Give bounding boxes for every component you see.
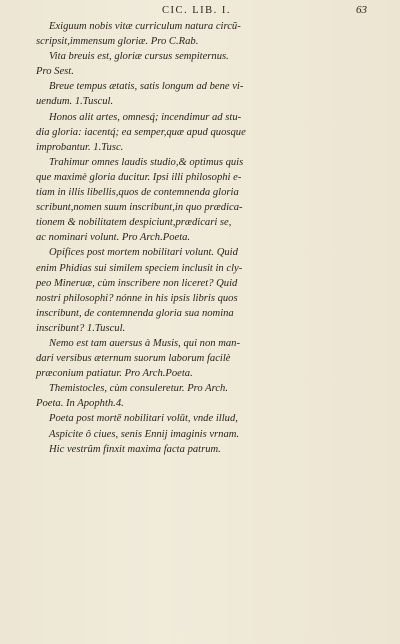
body-text bbox=[36, 19, 352, 457]
text-line: inscribunt, de contemnenda gloria sua nomina bbox=[36, 307, 234, 319]
text-line: Poeta. In Apophth.4. bbox=[36, 398, 124, 410]
text-line: Exiguum nobis vitæ curriculum natura circũ- bbox=[49, 21, 241, 32]
text-line: dari versibus æternum suorum laborum facilè bbox=[36, 353, 231, 365]
text-line: præconium patiatur. Pro Arch.Poeta. bbox=[36, 368, 193, 380]
text-line: Breue tempus ætatis, satis longum ad bene vi- bbox=[49, 81, 244, 93]
text-line: que maximè gloria ducitur. Ipsi illi philosophi e- bbox=[36, 171, 242, 183]
text-line: Honos alit artes, omnesq́; incendimur ad stu- bbox=[49, 111, 242, 123]
text-line: Pro Sest. bbox=[36, 66, 74, 78]
text-line: Vita breuis est, gloriæ cursus sempiternus. bbox=[49, 51, 229, 63]
text-line: tionem & nobilitatem despiciunt,prædicari se, bbox=[36, 217, 232, 229]
text-line: enim Phidias sui similem speciem inclusit in cly- bbox=[36, 262, 243, 274]
running-head: CIC. LIB. I. bbox=[162, 5, 232, 16]
text-line: improbantur. 1.Tusc. bbox=[36, 141, 124, 153]
text-line: tiam in illis libellis,quos de contemnenda gloria bbox=[36, 187, 239, 199]
page-number: 63 bbox=[356, 4, 367, 16]
text-line: Themistocles, cùm consuleretur. Pro Arch. bbox=[49, 383, 228, 395]
text-line: nostri philosophi? nónne in his ipsis libris quos bbox=[36, 292, 238, 304]
text-line: dia gloria: iacentq́; ea semper,quæ apud quosque bbox=[36, 126, 246, 138]
page-header bbox=[0, 4, 400, 20]
text-line: Opifices post mortem nobilitari volunt. Quid bbox=[49, 247, 238, 259]
text-line: Poeta post mortē nobilitari volūt, vnde illud, bbox=[49, 413, 238, 425]
text-line: peo Mineruæ, cùm inscribere non liceret? Quid bbox=[36, 277, 238, 289]
text-line: Nemo est tam auersus à Musis, qui non man- bbox=[49, 337, 240, 349]
text-line: scripsit,immensum gloriæ. Pro C.Rab. bbox=[36, 36, 199, 48]
text-line: Hic vestrûm finxit maxima facta patrum. bbox=[49, 443, 221, 455]
text-line: Aspicite ô ciues, senis Ennij imaginis vrnam. bbox=[49, 428, 240, 440]
text-line: Trahimur omnes laudis studio,& optimus quis bbox=[49, 156, 244, 168]
text-line: uendum. 1.Tuscul. bbox=[36, 96, 114, 108]
text-line: scribunt,nomen suum inscribunt,in quo prædica- bbox=[36, 202, 243, 214]
text-line: inscribunt? 1.Tuscul. bbox=[36, 322, 126, 334]
text-line: ac nominari volunt. Pro Arch.Poeta. bbox=[36, 232, 191, 244]
